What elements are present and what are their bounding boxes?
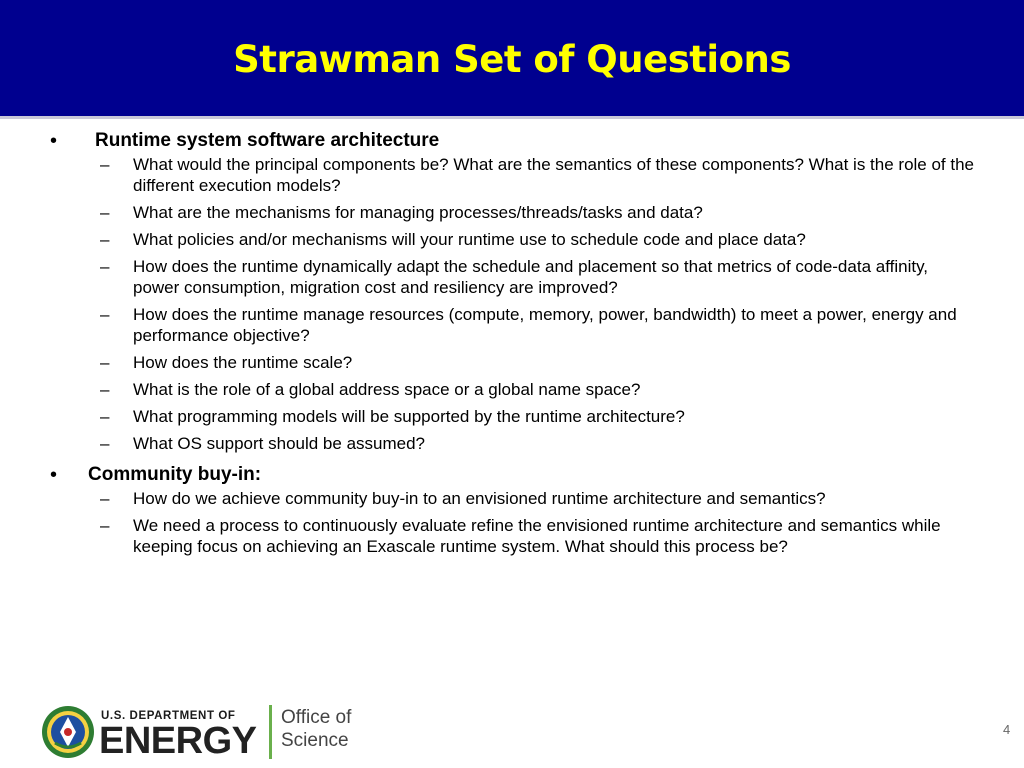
dash-icon: – bbox=[100, 407, 110, 426]
slide-title: Strawman Set of Questions bbox=[233, 38, 791, 81]
office-of-science-label bbox=[281, 706, 351, 752]
dash-icon: – bbox=[100, 434, 110, 453]
energy-label: ENERGY bbox=[99, 720, 257, 762]
list-item bbox=[0, 202, 1024, 223]
list-item-text: How do we achieve community buy-in to an envisioned runtime architecture and semantics? bbox=[133, 489, 826, 508]
dept-label: U.S. DEPARTMENT OF bbox=[101, 710, 236, 722]
bullet-icon: • bbox=[50, 130, 58, 152]
title-bar bbox=[0, 0, 1024, 119]
section-heading bbox=[0, 460, 1024, 488]
office-line-2: Science bbox=[281, 730, 349, 751]
page-number: 4 bbox=[1003, 722, 1011, 737]
section-heading bbox=[0, 126, 1024, 154]
logo-divider bbox=[269, 705, 272, 759]
list-item-text: What OS support should be assumed? bbox=[133, 434, 425, 453]
slide-content bbox=[0, 126, 1024, 563]
bullet-icon: • bbox=[50, 464, 58, 486]
section-heading-text: Community buy-in: bbox=[88, 464, 262, 485]
dash-icon: – bbox=[100, 489, 110, 508]
list-item bbox=[0, 488, 1024, 509]
sub-list bbox=[0, 154, 1024, 454]
list-item-text: What is the role of a global address space or a global name space? bbox=[133, 380, 641, 399]
list-item bbox=[0, 433, 1024, 454]
dash-icon: – bbox=[100, 380, 110, 399]
list-item bbox=[0, 515, 1024, 557]
list-item bbox=[0, 229, 1024, 250]
sub-list bbox=[0, 488, 1024, 557]
doe-office-of-science-logo bbox=[41, 703, 371, 763]
list-item bbox=[0, 352, 1024, 373]
dash-icon: – bbox=[100, 230, 110, 249]
office-line-1: Office of bbox=[281, 707, 352, 728]
list-item bbox=[0, 406, 1024, 427]
list-item-text: What policies and/or mechanisms will your runtime use to schedule code and place data? bbox=[133, 230, 806, 249]
doe-seal-icon bbox=[41, 705, 95, 759]
dash-icon: – bbox=[100, 155, 110, 174]
dash-icon: – bbox=[100, 305, 110, 324]
list-item-text: We need a process to continuously evaluate refine the envisioned runtime architecture and semantics while keeping focus on achieving an Exascale runtime system. What should this process be? bbox=[133, 516, 941, 556]
list-item-text: What are the mechanisms for managing processes/threads/tasks and data? bbox=[133, 203, 703, 222]
list-item-text: How does the runtime manage resources (compute, memory, power, bandwidth) to meet a power, energy and performance objective? bbox=[133, 305, 957, 345]
dash-icon: – bbox=[100, 257, 110, 276]
dash-icon: – bbox=[100, 516, 110, 535]
dash-icon: – bbox=[100, 353, 110, 372]
section-heading-text: Runtime system software architecture bbox=[95, 130, 440, 151]
list-item bbox=[0, 256, 1024, 298]
list-item bbox=[0, 154, 1024, 196]
list-item-text: How does the runtime dynamically adapt the schedule and placement so that metrics of code-data affinity, power consumption, migration cost and resiliency are improved? bbox=[133, 257, 929, 297]
list-item bbox=[0, 379, 1024, 400]
dash-icon: – bbox=[100, 203, 110, 222]
list-item-text: What would the principal components be? What are the semantics of these components? What is the role of the different execution models? bbox=[133, 155, 975, 195]
list-item bbox=[0, 304, 1024, 346]
list-item-text: How does the runtime scale? bbox=[133, 353, 353, 372]
list-item-text: What programming models will be supported by the runtime architecture? bbox=[133, 407, 685, 426]
